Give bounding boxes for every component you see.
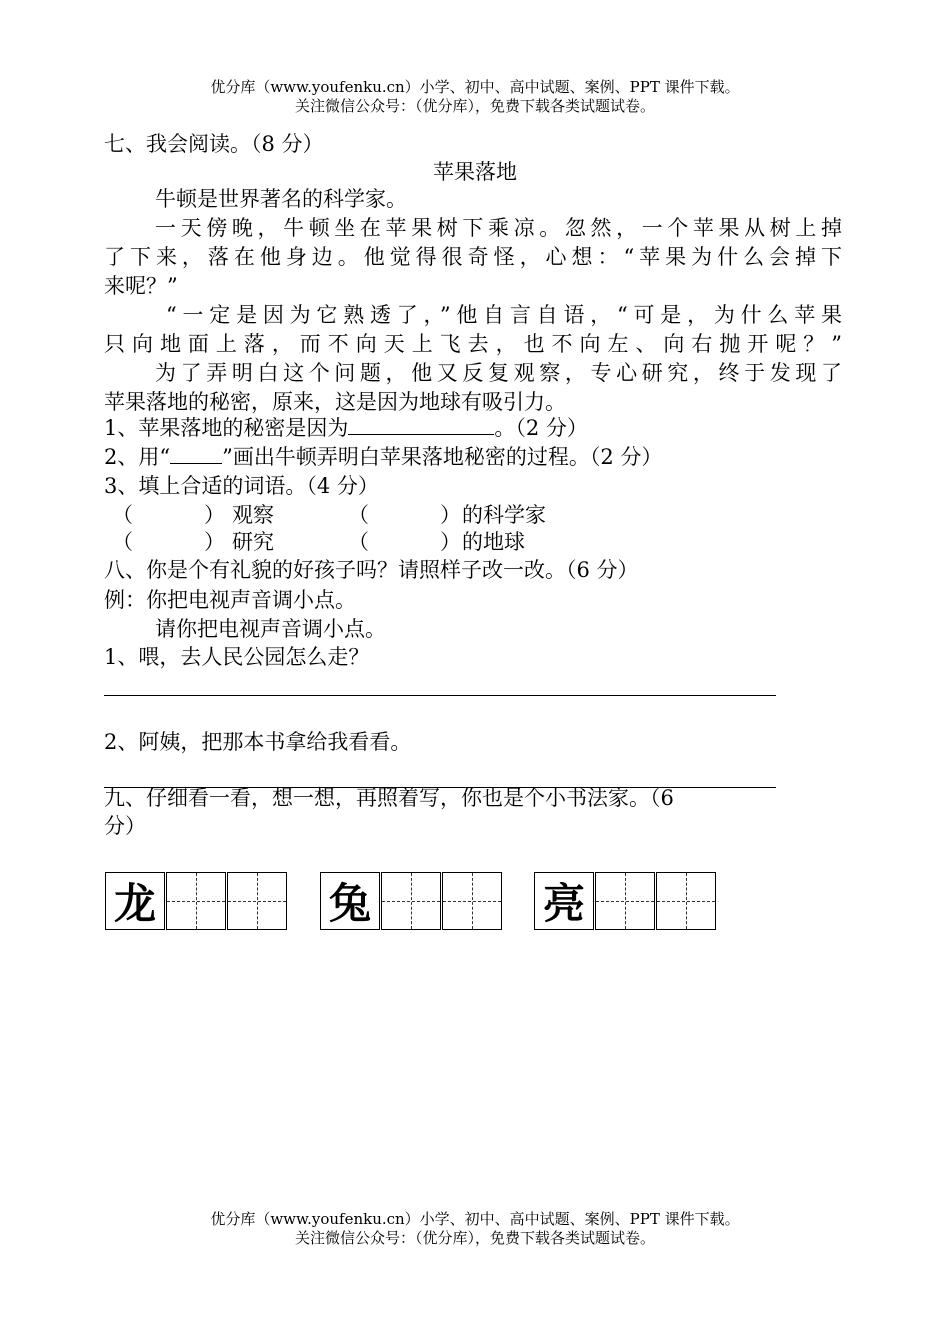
practice-cell[interactable]: [595, 872, 655, 930]
practice-cell[interactable]: [227, 872, 287, 930]
question-1: [104, 414, 588, 442]
question-2-rest: ”画出牛顿弄明白苹果落地秘密的过程。（2 分）: [222, 445, 663, 469]
example-line-2: 请你把电视声音调小点。: [155, 617, 386, 641]
section7-heading: 七、我会阅读。（8 分）: [104, 132, 324, 156]
fill-word-4: 的地球: [462, 530, 525, 554]
footer-line-1: 优分库（www.youfenku.cn）小学、初中、高中试题、案例、PPT 课件下载。: [210, 1210, 740, 1228]
footer-line-2: 关注微信公众号：（优分库），免费下载各类试题试卷。: [294, 1229, 655, 1247]
section8-question-2: 2、阿姨，把那本书拿给我看看。: [104, 730, 412, 754]
practice-cell[interactable]: [381, 872, 441, 930]
question-2: [104, 443, 662, 471]
story-paragraph-4-line-1: 为了弄明白这个问题，他又反复观察，专心研究，终于发现了: [155, 361, 842, 385]
practice-cell[interactable]: [656, 872, 716, 930]
fill-open-2: （: [348, 503, 369, 527]
section8-question-1: 1、喂，去人民公园怎么走？: [104, 645, 370, 669]
question-1-text: 1、苹果落地的秘密是因为: [104, 416, 349, 440]
story-paragraph-3-line-2: 只向地面上落，而不向天上飞去，也不向左、向右抛开呢？”: [104, 332, 842, 356]
page-footer: [0, 1210, 950, 1248]
fill-word-1: 观察: [232, 503, 274, 527]
sample-cell: [534, 872, 594, 930]
section8-heading: 八、你是个有礼貌的好孩子吗？请照样子改一改。（6 分）: [104, 558, 639, 582]
page-header: [0, 78, 950, 116]
question-1-score: 。（2 分）: [494, 416, 588, 440]
question-2-text: 2、用“: [104, 445, 171, 469]
fill-word-3: 研究: [232, 530, 274, 554]
fill-close-3: ）: [204, 530, 225, 554]
fill-close-2: ）: [440, 503, 461, 527]
fill-open-3: （: [112, 530, 133, 554]
writing-grid-long: [105, 872, 288, 932]
practice-cell[interactable]: [166, 872, 226, 930]
header-line-2: 关注微信公众号：（优分库），免费下载各类试题试卷。: [294, 97, 655, 115]
section9-heading-line-2: 分）: [104, 814, 146, 838]
story-paragraph-2-line-2: 了下来，落在他身边。他觉得很奇怪，心想：“苹果为什么会掉下: [104, 245, 842, 269]
story-paragraph-2-line-1: 一天傍晚，牛顿坐在苹果树下乘凉。忽然，一个苹果从树上掉: [155, 216, 842, 240]
fill-close-4: ）: [440, 530, 461, 554]
question-3: 3、填上合适的词语。（4 分）: [104, 474, 379, 498]
writing-grid-tu: [320, 872, 503, 932]
story-paragraph-3-line-1: “一定是因为它熟透了，”他自言自语，“可是，为什么苹果: [166, 303, 842, 327]
sample-character: 亮: [535, 873, 593, 929]
answer-line-1[interactable]: [104, 695, 776, 696]
story-paragraph-2-line-3: 来呢？”: [104, 274, 178, 298]
fill-open-1: （: [112, 503, 133, 527]
underline-sample: [170, 443, 222, 464]
sample-character: 兔: [321, 873, 379, 929]
fill-close-1: ）: [204, 503, 225, 527]
writing-grid-liang: [534, 872, 717, 932]
story-paragraph-1: 牛顿是世界著名的科学家。: [155, 187, 407, 211]
section9-heading-line-1: 九、仔细看一看，想一想，再照着写，你也是个小书法家。（6: [104, 786, 674, 810]
story-paragraph-4-line-2: 苹果落地的秘密，原来，这是因为地球有吸引力。: [104, 390, 566, 414]
answer-blank[interactable]: [348, 414, 494, 435]
fill-word-2: 的科学家: [462, 503, 546, 527]
story-title: 苹果落地: [433, 160, 517, 184]
sample-character: 龙: [106, 873, 164, 929]
header-line-1: 优分库（www.youfenku.cn）小学、初中、高中试题、案例、PPT 课件下载。: [210, 78, 740, 96]
sample-cell: [320, 872, 380, 930]
fill-open-4: （: [348, 530, 369, 554]
example-line-1: 例：你把电视声音调小点。: [104, 588, 356, 612]
practice-cell[interactable]: [442, 872, 502, 930]
sample-cell: [105, 872, 165, 930]
